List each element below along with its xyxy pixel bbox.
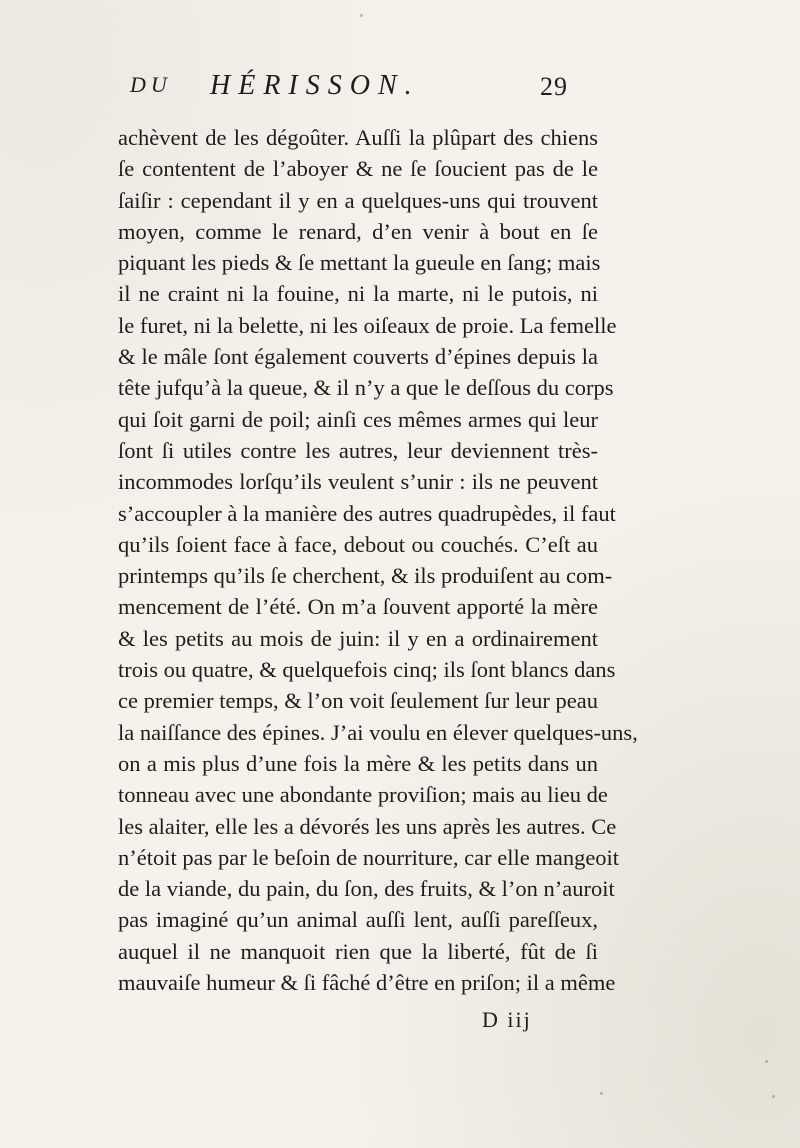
- text-line: tonneau avec une abondante proviſion; mais au lieu de: [118, 782, 608, 808]
- text-line: le furet, ni la belette, ni les oiſeaux de proie. La femelle: [118, 312, 617, 338]
- text-line: qu’ils ſoient face à face, debout ou couchés. C’eſt au: [118, 531, 598, 557]
- text-line: mauvaiſe humeur & ſi fâché d’être en priſon; il a même: [118, 970, 616, 996]
- paper-speck: [772, 1095, 775, 1098]
- paper-speck: [765, 1060, 768, 1063]
- text-line: piquant les pieds & ſe mettant la gueule en ſang; mais: [118, 250, 601, 276]
- text-line: printemps qu’ils ſe cherchent, & ils produiſent au com-: [118, 563, 613, 589]
- text-line: il ne craint ni la fouine, ni la marte, ni le putois, ni: [118, 281, 598, 307]
- text-line: ſe contentent de l’aboyer & ne ſe ſoucient pas de le: [118, 156, 598, 182]
- text-line: les alaiter, elle les a dévorés les uns après les autres. Ce: [118, 813, 617, 839]
- text-line: mencement de l’été. On m’a ſouvent apporté la mère: [118, 594, 598, 620]
- page-number: 29: [540, 72, 568, 101]
- text-line: s’accoupler à la manière des autres quadrupèdes, il faut: [118, 500, 616, 526]
- text-line: ſaiſir : cependant il y en a quelques-uns qui trouvent: [118, 187, 598, 213]
- text-line: ſont ſi utiles contre les autres, leur deviennent très-: [118, 437, 598, 463]
- text-line: ce premier temps, & l’on voit ſeulement ſur leur peau: [118, 688, 598, 714]
- text-line: auquel il ne manquoit rien que la liberté, fût de ſi: [118, 938, 598, 964]
- running-head-title: HÉRISSON.: [210, 70, 420, 101]
- text-line: la naiſſance des épines. J’ai voulu en élever quelques-uns,: [118, 719, 638, 745]
- text-line: trois ou quatre, & quelquefois cinq; ils ſont blancs dans: [118, 657, 616, 683]
- signature-mark: D iij: [482, 1007, 532, 1032]
- text-line: qui ſoit garni de poil; ainſi ces mêmes armes qui leur: [118, 406, 598, 432]
- text-line: moyen, comme le renard, d’en venir à bout en ſe: [118, 218, 598, 244]
- running-head-du: DU: [130, 72, 172, 97]
- running-head: [130, 70, 580, 110]
- text-line: de la viande, du pain, du ſon, des fruits, & l’on n’auroit: [118, 876, 615, 902]
- text-line: & le mâle ſont également couverts d’épines depuis la: [118, 344, 598, 370]
- text-line: tête jufqu’à la queue, & il n’y a que le deſſous du corps: [118, 375, 614, 401]
- text-line: pas imaginé qu’un animal auſſi lent, auſſi pareſſeux,: [118, 907, 598, 933]
- text-line: achèvent de les dégoûter. Auſſi la plûpart des chiens: [118, 125, 598, 150]
- body-text: [118, 122, 638, 998]
- text-line: incommodes lorſqu’ils veulent s’unir : ils ne peuvent: [118, 469, 598, 495]
- paper-speck: [600, 1092, 603, 1095]
- paper-speck: [360, 14, 363, 17]
- text-line: on a mis plus d’une fois la mère & les petits dans un: [118, 750, 598, 776]
- text-line: n’étoit pas par le beſoin de nourriture, car elle mangeoit: [118, 844, 620, 870]
- text-line: & les petits au mois de juin: il y en a ordinairement: [118, 625, 598, 651]
